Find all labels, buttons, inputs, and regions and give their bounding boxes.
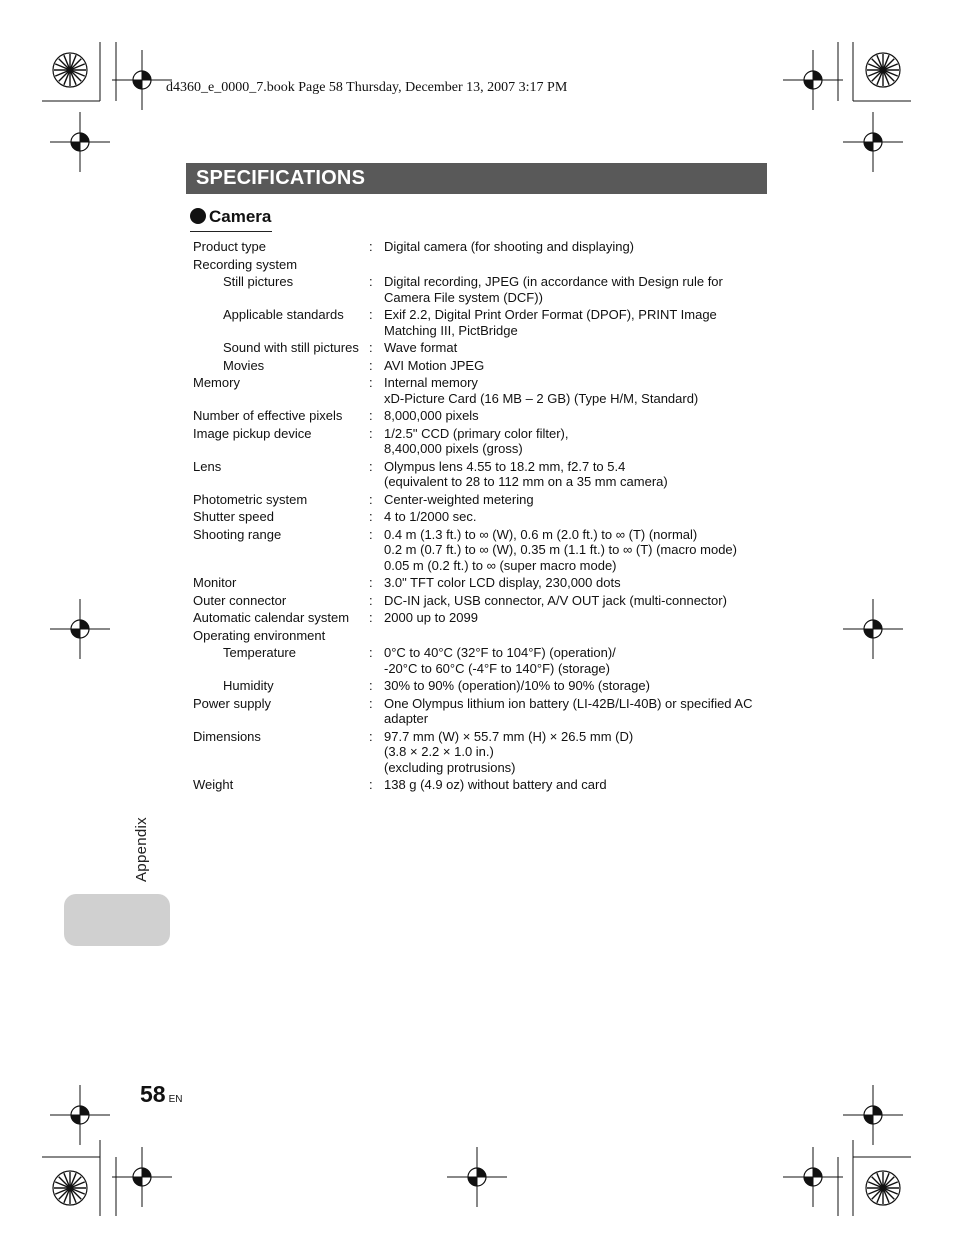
appendix-label: Appendix [133, 817, 150, 882]
spec-label: Shooting range [193, 526, 282, 542]
spec-label: Weight [193, 777, 234, 792]
spec-colon: : [369, 575, 373, 590]
spec-value-line: Olympus lens 4.55 to 18.2 mm, f2.7 to 5.4 [384, 458, 626, 474]
spec-colon: : [369, 526, 373, 542]
spec-value-line: 2000 up to 2099 [384, 610, 478, 625]
spec-value-line: Digital recording, JPEG (in accordance with Design rule for [384, 274, 723, 289]
spec-label: Automatic calendar system [193, 610, 350, 625]
spec-colon: : [369, 610, 373, 625]
spec-value-line: 0.2 m (0.7 ft.) to ∞ (W), 0.35 m (1.1 ft.) to ∞ (T) (macro mode) [384, 542, 737, 557]
spec-value-line: 0°C to 40°C (32°F to 104°F) (operation)/ [384, 645, 616, 660]
spec-colon: : [369, 592, 373, 608]
spec-value-line: 138 g (4.9 oz) without battery and card [384, 777, 607, 792]
spec-value-line: 0.05 m (0.2 ft.) to ∞ (super macro mode) [384, 557, 617, 573]
spec-colon: : [369, 307, 373, 322]
spec-value-line: -20°C to 60°C (-4°F to 140°F) (storage) [384, 660, 610, 676]
spec-value-line: Internal memory [384, 375, 478, 390]
spec-colon: : [369, 425, 373, 441]
spec-label: Recording system [193, 256, 298, 272]
spec-value-line: Center-weighted metering [384, 491, 534, 507]
spec-colon: : [369, 678, 373, 693]
spec-label: Movies [223, 357, 265, 373]
spec-value-line: xD-Picture Card (16 MB – 2 GB) (Type H/M, Standard) [384, 390, 699, 406]
spec-value-line: (excluding protrusions) [384, 759, 516, 775]
spec-value-line: adapter [384, 711, 429, 726]
spec-colon: : [369, 645, 373, 660]
page-title: SPECIFICATIONS [196, 167, 366, 189]
spec-value-line: Camera File system (DCF)) [384, 289, 543, 305]
spec-colon: : [369, 357, 373, 373]
spec-colon: : [369, 777, 373, 792]
spec-value-line: Exif 2.2, Digital Print Order Format (DPOF), PRINT Image [384, 307, 717, 322]
spec-value-line: 3.0" TFT color LCD display, 230,000 dots [384, 575, 621, 590]
spec-label: Lens [193, 458, 222, 474]
spec-colon: : [369, 458, 373, 474]
spec-value-line: Matching III, PictBridge [384, 322, 518, 338]
spec-label: Number of effective pixels [193, 408, 343, 423]
spec-value-line: DC-IN jack, USB connector, A/V OUT jack (multi-connector) [384, 592, 727, 608]
spec-colon: : [369, 509, 373, 524]
spec-label: Power supply [193, 695, 272, 711]
spec-label: Temperature [223, 645, 296, 660]
spec-value-line: Digital camera (for shooting and displaying) [384, 239, 635, 254]
spec-value-line: 8,400,000 pixels (gross) [384, 441, 523, 456]
spec-value-line: 30% to 90% (operation)/10% to 90% (storage) [384, 678, 650, 693]
spec-value-line: 1/2.5" CCD (primary color filter), [384, 425, 569, 441]
spec-colon: : [369, 239, 373, 254]
spec-label: Humidity [223, 678, 274, 693]
spec-label: Operating environment [193, 627, 326, 643]
spec-colon: : [369, 274, 373, 289]
spec-label: Still pictures [223, 274, 294, 289]
spec-colon: : [369, 695, 373, 711]
spec-value-line: 0.4 m (1.3 ft.) to ∞ (W), 0.6 m (2.0 ft.) to ∞ (T) (normal) [384, 526, 698, 542]
spec-label: Applicable standards [223, 307, 344, 322]
spec-value-line: 97.7 mm (W) × 55.7 mm (H) × 26.5 mm (D) [384, 728, 634, 744]
spec-value-line: Wave format [384, 340, 458, 355]
page-language: EN [168, 1094, 183, 1105]
spec-label: Photometric system [193, 491, 308, 507]
spec-value-line: One Olympus lithium ion battery (LI-42B/LI-40B) or specified AC [384, 695, 753, 711]
spec-label: Sound with still pictures [223, 340, 359, 355]
spec-label: Shutter speed [193, 509, 274, 524]
book-header-line: d4360_e_0000_7.book Page 58 Thursday, December 13, 2007 3:17 PM [166, 80, 568, 95]
spec-value-line: (3.8 × 2.2 × 1.0 in.) [384, 744, 494, 759]
spec-value-line: 4 to 1/2000 sec. [384, 509, 477, 524]
spec-colon: : [369, 408, 373, 423]
spec-label: Dimensions [193, 728, 261, 744]
spec-colon: : [369, 375, 373, 390]
spec-label: Monitor [193, 575, 237, 590]
page-number-value: 58 [140, 1081, 166, 1107]
spec-label: Outer connector [193, 592, 287, 608]
spec-colon: : [369, 728, 373, 744]
spec-label: Product type [193, 239, 266, 254]
spec-label: Memory [193, 375, 240, 390]
spec-value-line: (equivalent to 28 to 112 mm on a 35 mm camera) [384, 474, 668, 489]
spec-colon: : [369, 340, 373, 355]
spec-colon: : [369, 491, 373, 507]
spec-label: Image pickup device [193, 425, 312, 441]
spec-value-line: 8,000,000 pixels [384, 408, 479, 423]
section-title: Camera [209, 207, 272, 226]
spec-value-line: AVI Motion JPEG [384, 357, 485, 373]
